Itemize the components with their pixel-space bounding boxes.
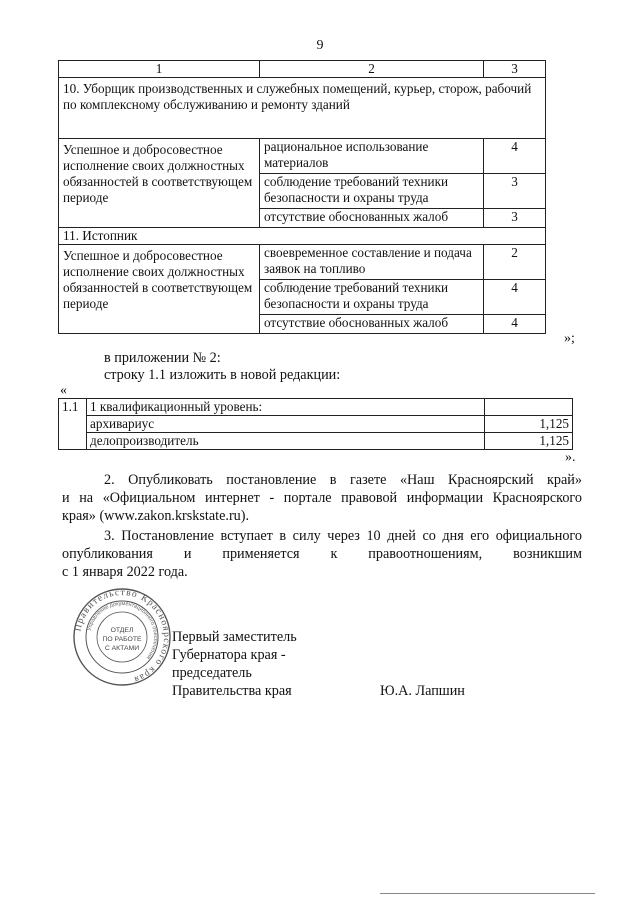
- footer-rule: [380, 893, 595, 894]
- signatory-title-line: Губернатора края -: [172, 647, 286, 663]
- paragraph-3-line-1: 3. Постановление вступает в силу через 10 дней со дня его официального: [104, 528, 582, 544]
- score-cell: 2: [484, 245, 546, 280]
- indicator-cell: соблюдение требований техники безопасности и охраны труда: [260, 280, 484, 315]
- signatory-title-line: Правительства края: [172, 683, 292, 699]
- qualification-table: [58, 398, 573, 450]
- position-cell: делопроизводитель: [87, 433, 485, 450]
- coefficient-cell: 1,125: [485, 433, 573, 450]
- score-cell: 3: [484, 209, 546, 228]
- indicator-cell: соблюдение требований техники безопасности и охраны труда: [260, 174, 484, 209]
- stamp-center-line-2: ПО РАБОТЕ: [102, 636, 142, 643]
- column-header-2: 2: [260, 61, 484, 78]
- indicator-cell: рациональное использование материалов: [260, 139, 484, 174]
- paragraph-3-line-3: с 1 января 2022 года.: [62, 564, 188, 580]
- paragraph-3-line-2: опубликования и применяется к правоотношениям, возникшим: [62, 546, 582, 562]
- column-header-3: 3: [484, 61, 546, 78]
- indicator-cell: отсутствие обоснованных жалоб: [260, 209, 484, 228]
- criterion-cell: Успешное и добросовестное исполнение своих должностных обязанностей в соответствующем периоде: [59, 139, 260, 228]
- appendix-line: в приложении № 2:: [104, 350, 221, 366]
- signatory-title-line: председатель: [172, 665, 252, 681]
- paragraph-2-line-2: и на «Официальном интернет - портале правовой информации Красноярского: [62, 490, 582, 506]
- coefficient-cell: 1,125: [485, 416, 573, 433]
- signatory-title: [172, 628, 297, 700]
- section-10-title: 10. Уборщик производственных и служебных помещений, курьер, сторож, рабочий по комплексному обслуживанию и ремонту зданий: [59, 78, 546, 139]
- row-number-cell: 1.1: [59, 399, 87, 450]
- score-cell: 3: [484, 174, 546, 209]
- indicator-cell: отсутствие обоснованных жалоб: [260, 315, 484, 334]
- page-number: 9: [316, 38, 324, 53]
- bonus-criteria-table: [58, 60, 546, 334]
- stamp-center-line-3: С АКТАМИ: [104, 645, 140, 652]
- official-stamp: [72, 587, 172, 687]
- indicator-cell: своевременное составление и подача заявок на топливо: [260, 245, 484, 280]
- row-instruction-line: строку 1.1 изложить в новой редакции:: [104, 367, 341, 383]
- column-header-1: 1: [59, 61, 260, 78]
- qualification-level-cell: 1 квалификационный уровень:: [87, 399, 485, 416]
- stamp-outer-text: Правительство Красноярского края: [73, 587, 172, 685]
- empty-cell: [485, 399, 573, 416]
- score-cell: 4: [484, 139, 546, 174]
- table2-closing-mark: ».: [565, 450, 576, 465]
- open-quote: «: [60, 383, 67, 398]
- score-cell: 4: [484, 315, 546, 334]
- position-cell: архивариус: [87, 416, 485, 433]
- criterion-cell: Успешное и добросовестное исполнение своих должностных обязанностей в соответствующем периоде: [59, 245, 260, 334]
- paragraph-2-line-3: края» (www.zakon.krskstate.ru).: [62, 508, 250, 524]
- score-cell: 4: [484, 280, 546, 315]
- section-11-title: 11. Истопник: [59, 228, 546, 245]
- stamp-inner-text: Управление документационного обеспечения: [86, 600, 159, 661]
- signatory-title-line: Первый заместитель: [172, 629, 297, 645]
- stamp-center-line-1: ОТДЕЛ: [110, 627, 134, 634]
- signatory-name: Ю.А. Лапшин: [380, 683, 465, 699]
- paragraph-2-line-1: 2. Опубликовать постановление в газете «Наш Красноярский край»: [104, 472, 582, 488]
- table1-closing-mark: »;: [564, 331, 575, 346]
